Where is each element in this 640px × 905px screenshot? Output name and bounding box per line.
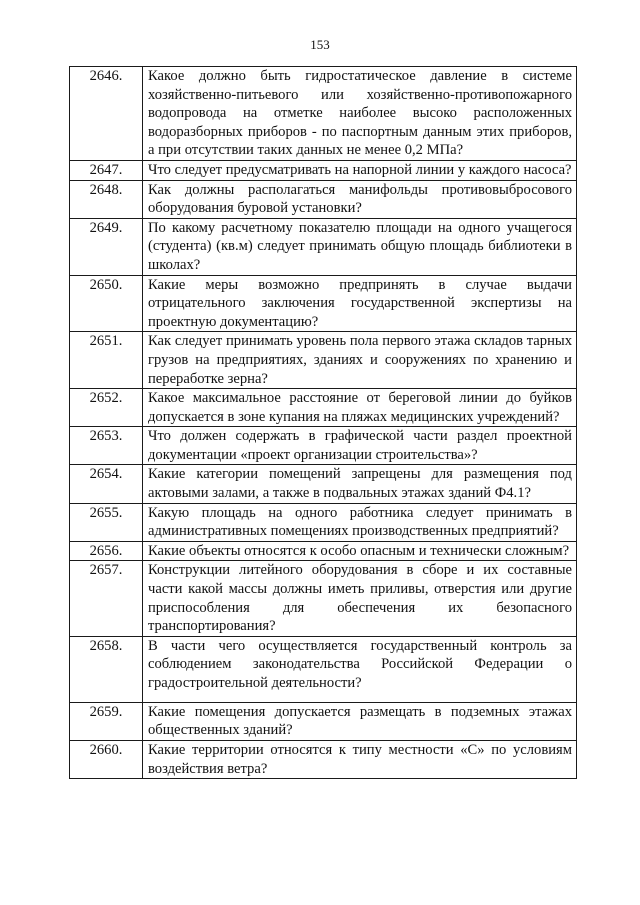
question-text: Какие категории помещений запрещены для размещения под актовыми залами, а также в подвальных этажах зданий Ф4.1? <box>143 465 577 503</box>
question-text: Как следует принимать уровень пола первого этажа складов тарных грузов на предприятиях, зданиях и сооружениях по хранению и переработке зерна? <box>143 332 577 389</box>
question-text: Какую площадь на одного работника следует принимать в административных помещениях производственных предприятий? <box>143 503 577 541</box>
table-row <box>70 702 577 740</box>
page-number: 153 <box>310 37 330 52</box>
question-text: Что следует предусматривать на напорной линии у каждого насоса? <box>143 160 577 180</box>
table-row <box>70 67 577 161</box>
question-text: Какое максимальное расстояние от береговой линии до буйков допускается в зоне купания на пляжах медицинских учреждений? <box>143 389 577 427</box>
table-row <box>70 389 577 427</box>
question-number: 2659. <box>70 702 143 740</box>
question-text: По какому расчетному показателю площади на одного учащегося (студента) (кв.м) следует принимать общую площадь библиотеки в школах? <box>143 218 577 275</box>
question-number: 2646. <box>70 67 143 161</box>
question-number: 2657. <box>70 561 143 636</box>
question-number: 2652. <box>70 389 143 427</box>
table-row <box>70 503 577 541</box>
table-row <box>70 561 577 636</box>
question-text: В части чего осуществляется государственный контроль за соблюдением законодательства Российской Федерации о градостроительной деятельности? <box>143 636 577 702</box>
question-number: 2647. <box>70 160 143 180</box>
table-row <box>70 636 577 702</box>
question-number: 2649. <box>70 218 143 275</box>
table-row <box>70 741 577 779</box>
question-number: 2658. <box>70 636 143 702</box>
table-row <box>70 180 577 218</box>
table-row <box>70 332 577 389</box>
table-row <box>70 427 577 465</box>
question-text: Какое должно быть гидростатическое давление в системе хозяйственно-питьевого или хозяйственно-противопожарного водопровода на отметке наиболее высоко расположенных водоразборных приборов - по паспортным данным этих приборов, а при отсутствии таких данных не менее 0,2 МПа? <box>143 67 577 161</box>
question-text: Как должны располагаться манифольды противовыбросового оборудования буровой установки? <box>143 180 577 218</box>
table-row <box>70 160 577 180</box>
question-number: 2656. <box>70 541 143 561</box>
question-number: 2653. <box>70 427 143 465</box>
question-text: Какие помещения допускается размещать в подземных этажах общественных зданий? <box>143 702 577 740</box>
table-row <box>70 541 577 561</box>
table-row <box>70 275 577 332</box>
question-text: Что должен содержать в графической части раздел проектной документации «проект организации строительства»? <box>143 427 577 465</box>
questions-table <box>69 66 577 779</box>
question-number: 2650. <box>70 275 143 332</box>
question-number: 2651. <box>70 332 143 389</box>
table-row <box>70 465 577 503</box>
question-number: 2654. <box>70 465 143 503</box>
question-number: 2648. <box>70 180 143 218</box>
question-text: Какие меры возможно предпринять в случае выдачи отрицательного заключения государственной экспертизы на проектную документацию? <box>143 275 577 332</box>
question-text: Конструкции литейного оборудования в сборе и их составные части какой массы должны иметь приливы, отверстия или другие приспособления для обеспечения их безопасного транспортирования? <box>143 561 577 636</box>
question-number: 2660. <box>70 741 143 779</box>
question-number: 2655. <box>70 503 143 541</box>
question-text: Какие объекты относятся к особо опасным и технически сложным? <box>143 541 577 561</box>
question-text: Какие территории относятся к типу местности «С» по условиям воздействия ветра? <box>143 741 577 779</box>
table-row <box>70 218 577 275</box>
